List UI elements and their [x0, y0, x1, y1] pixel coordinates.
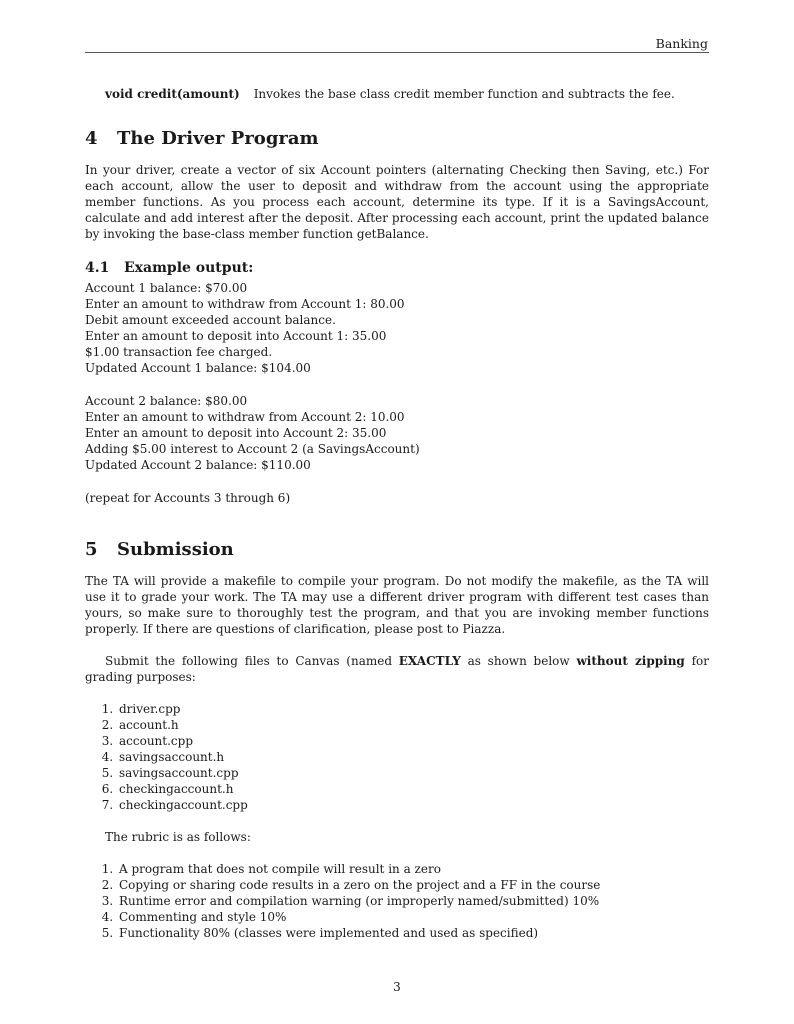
list-item: 4. Commenting and style 10% [117, 909, 709, 925]
output-line: Updated Account 2 balance: $110.00 [85, 458, 311, 472]
output-line: Account 1 balance: $70.00 [85, 281, 248, 295]
page-number: 3 [393, 980, 401, 994]
submit-instructions [85, 653, 709, 685]
subsection-4-1-number: 4.1 [85, 260, 110, 276]
example-output-block-1 [85, 280, 709, 376]
section-5-number: 5 [85, 539, 98, 560]
section-4-number: 4 [85, 128, 98, 149]
header-rule [85, 52, 709, 53]
section-4-heading [85, 128, 709, 150]
rubric-list [85, 861, 709, 941]
definition-description: Invokes the base class credit member function and subtracts the fee. [253, 87, 675, 101]
list-item: 5. Functionality 80% (classes were implemented and used as specified) [117, 925, 709, 941]
list-item: 1. driver.cpp [117, 701, 709, 717]
list-item: 1. A program that does not compile will result in a zero [117, 861, 709, 877]
submit-text-2: as shown below [460, 654, 577, 668]
output-line: Enter an amount to withdraw from Account 2: 10.00 [85, 410, 405, 424]
list-item: 4. savingsaccount.h [117, 749, 709, 765]
submit-emphasis-without-zipping: without zipping [576, 654, 685, 668]
definition-row [85, 86, 709, 102]
list-item: 2. Copying or sharing code results in a zero on the project and a FF in the course [117, 877, 709, 893]
output-line: $1.00 transaction fee charged. [85, 345, 273, 359]
output-line: Adding $5.00 interest to Account 2 (a SavingsAccount) [85, 442, 420, 456]
rubric-intro: The rubric is as follows: [105, 830, 251, 844]
example-output-block-2 [85, 393, 709, 473]
repeat-note: (repeat for Accounts 3 through 6) [85, 491, 291, 505]
subsection-4-1-heading [85, 259, 709, 277]
list-item: 5. savingsaccount.cpp [117, 765, 709, 781]
page-content [85, 86, 709, 941]
output-line: Enter an amount to withdraw from Account 1: 80.00 [85, 297, 405, 311]
list-item: 3. Runtime error and compilation warning (or improperly named/submitted) 10% [117, 893, 709, 909]
subsection-4-1-title: Example output: [124, 260, 254, 276]
list-item: 3. account.cpp [117, 733, 709, 749]
section-5-title: Submission [117, 539, 234, 560]
running-header: Banking [655, 36, 708, 51]
list-item: 6. checkingaccount.h [117, 781, 709, 797]
section-5-paragraph: The TA will provide a makefile to compile your program. Do not modify the makefile, as the TA will use it to grade your work. The TA may use a different driver program with different test cases than yours, so make sure to thoroughly test the program, and that you are invoking member functions properly. If there are questions of clarification, please post to Piazza. [85, 574, 709, 636]
output-line: Updated Account 1 balance: $104.00 [85, 361, 311, 375]
list-item: 7. checkingaccount.cpp [117, 797, 709, 813]
output-line: Enter an amount to deposit into Account 1: 35.00 [85, 329, 387, 343]
submit-text-3: for grading purposes: [85, 654, 709, 684]
output-line: Enter an amount to deposit into Account 2: 35.00 [85, 426, 387, 440]
submission-file-list [85, 701, 709, 813]
output-line: Debit amount exceeded account balance. [85, 313, 336, 327]
section-4-paragraph: In your driver, create a vector of six Account pointers (alternating Checking then Saving, etc.) For each account, allow the user to deposit and withdraw from the account using the appropriate member functions. As you process each account, determine its type. If it is a SavingsAccount, calculate and add interest after the deposit. After processing each account, print the updated balance by invoking the base-class member function getBalance. [85, 163, 709, 241]
section-5-heading [85, 539, 709, 561]
submit-emphasis-exactly: EXACTLY [398, 654, 461, 668]
output-line: Account 2 balance: $80.00 [85, 394, 248, 408]
list-item: 2. account.h [117, 717, 709, 733]
submit-text-1: Submit the following files to Canvas (named [105, 654, 399, 668]
section-4-title: The Driver Program [117, 128, 319, 149]
definition-term: void credit(amount) [105, 87, 240, 101]
